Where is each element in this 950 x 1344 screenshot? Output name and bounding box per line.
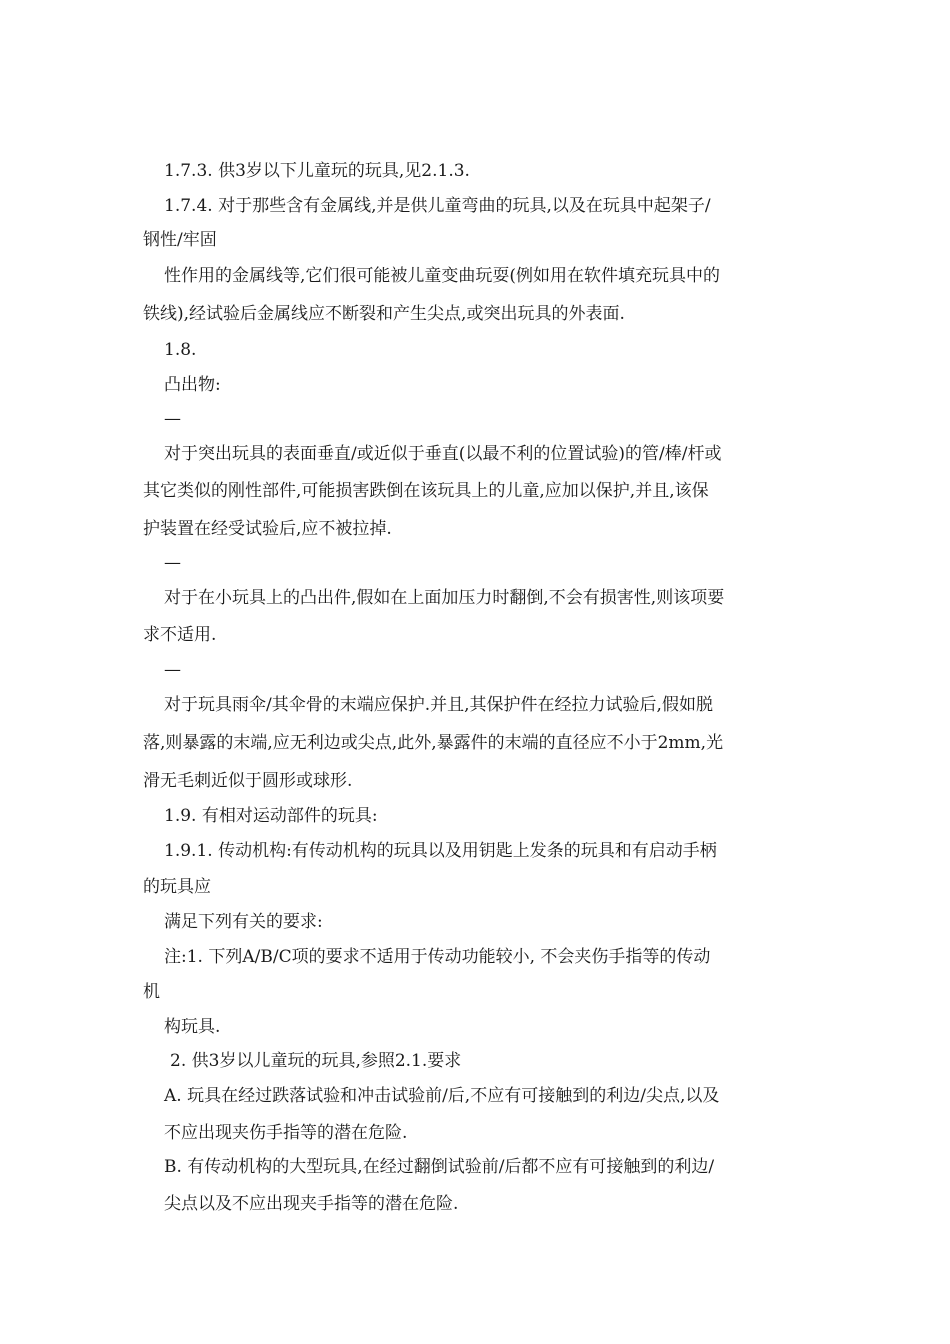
text-line: 满足下列有关的要求:: [164, 912, 323, 932]
dash-marker: —: [164, 660, 181, 680]
clause-1-9: 1.9. 有相对运动部件的玩具:: [164, 806, 378, 826]
text-line: 护装置在经受试验后,应不被拉掉.: [143, 519, 392, 539]
text-line: 铁线),经试验后金属线应不断裂和产生尖点,或突出玩具的外表面.: [143, 304, 625, 324]
text-line: 对于玩具雨伞/其伞骨的末端应保护.并且,其保护件在经拉力试验后,假如脱: [164, 695, 713, 715]
clause-1-9-1: 1.9.1. 传动机构:有传动机构的玩具以及用钥匙上发条的玩具和有启动手柄: [164, 841, 717, 861]
item-a: A. 玩具在经过跌落试验和冲击试验前/后,不应有可接触到的利边/尖点,以及: [164, 1086, 720, 1106]
note-1: 注:1. 下列A/B/C项的要求不适用于传动功能较小, 不会夹伤手指等的传动: [164, 947, 711, 967]
text-line: 滑无毛刺近似于圆形或球形.: [143, 771, 353, 791]
note-2: 2. 供3岁以儿童玩的玩具,参照2.1.要求: [170, 1051, 462, 1071]
text-line: 不应出现夹伤手指等的潜在危险.: [164, 1123, 408, 1143]
text-line: 对于在小玩具上的凸出件,假如在上面加压力时翻倒,不会有损害性,则该项要: [164, 588, 725, 608]
text-line: 落,则暴露的末端,应无利边或尖点,此外,暴露件的末端的直径应不小于2mm,光: [143, 733, 724, 753]
dash-marker: —: [164, 409, 181, 429]
clause-1-7-4: 1.7.4. 对于那些含有金属线,并是供儿童弯曲的玩具,以及在玩具中起架子/: [164, 196, 711, 216]
text-line: 求不适用.: [143, 625, 217, 645]
item-b: B. 有传动机构的大型玩具,在经过翻倒试验前/后都不应有可接触到的利边/: [164, 1157, 715, 1177]
clause-1-7-3: 1.7.3. 供3岁以下儿童玩的玩具,见2.1.3.: [164, 161, 470, 181]
text-line: 对于突出玩具的表面垂直/或近似于垂直(以最不利的位置试验)的管/棒/杆或: [164, 444, 722, 464]
text-line: 尖点以及不应出现夹手指等的潜在危险.: [164, 1194, 459, 1214]
text-line: 性作用的金属线等,它们很可能被儿童变曲玩耍(例如用在软件填充玩具中的: [164, 266, 721, 286]
text-line: 机: [143, 982, 160, 1002]
clause-1-8: 1.8.: [164, 340, 197, 360]
dash-marker: —: [164, 553, 181, 573]
text-line: 其它类似的刚性部件,可能损害跌倒在该玩具上的儿童,应加以保护,并且,该保: [143, 481, 709, 501]
text-line: 构玩具.: [164, 1017, 221, 1037]
section-heading-protrusions: 凸出物:: [164, 375, 221, 395]
text-line: 的玩具应: [143, 877, 211, 897]
text-line: 钢性/牢固: [143, 230, 217, 250]
